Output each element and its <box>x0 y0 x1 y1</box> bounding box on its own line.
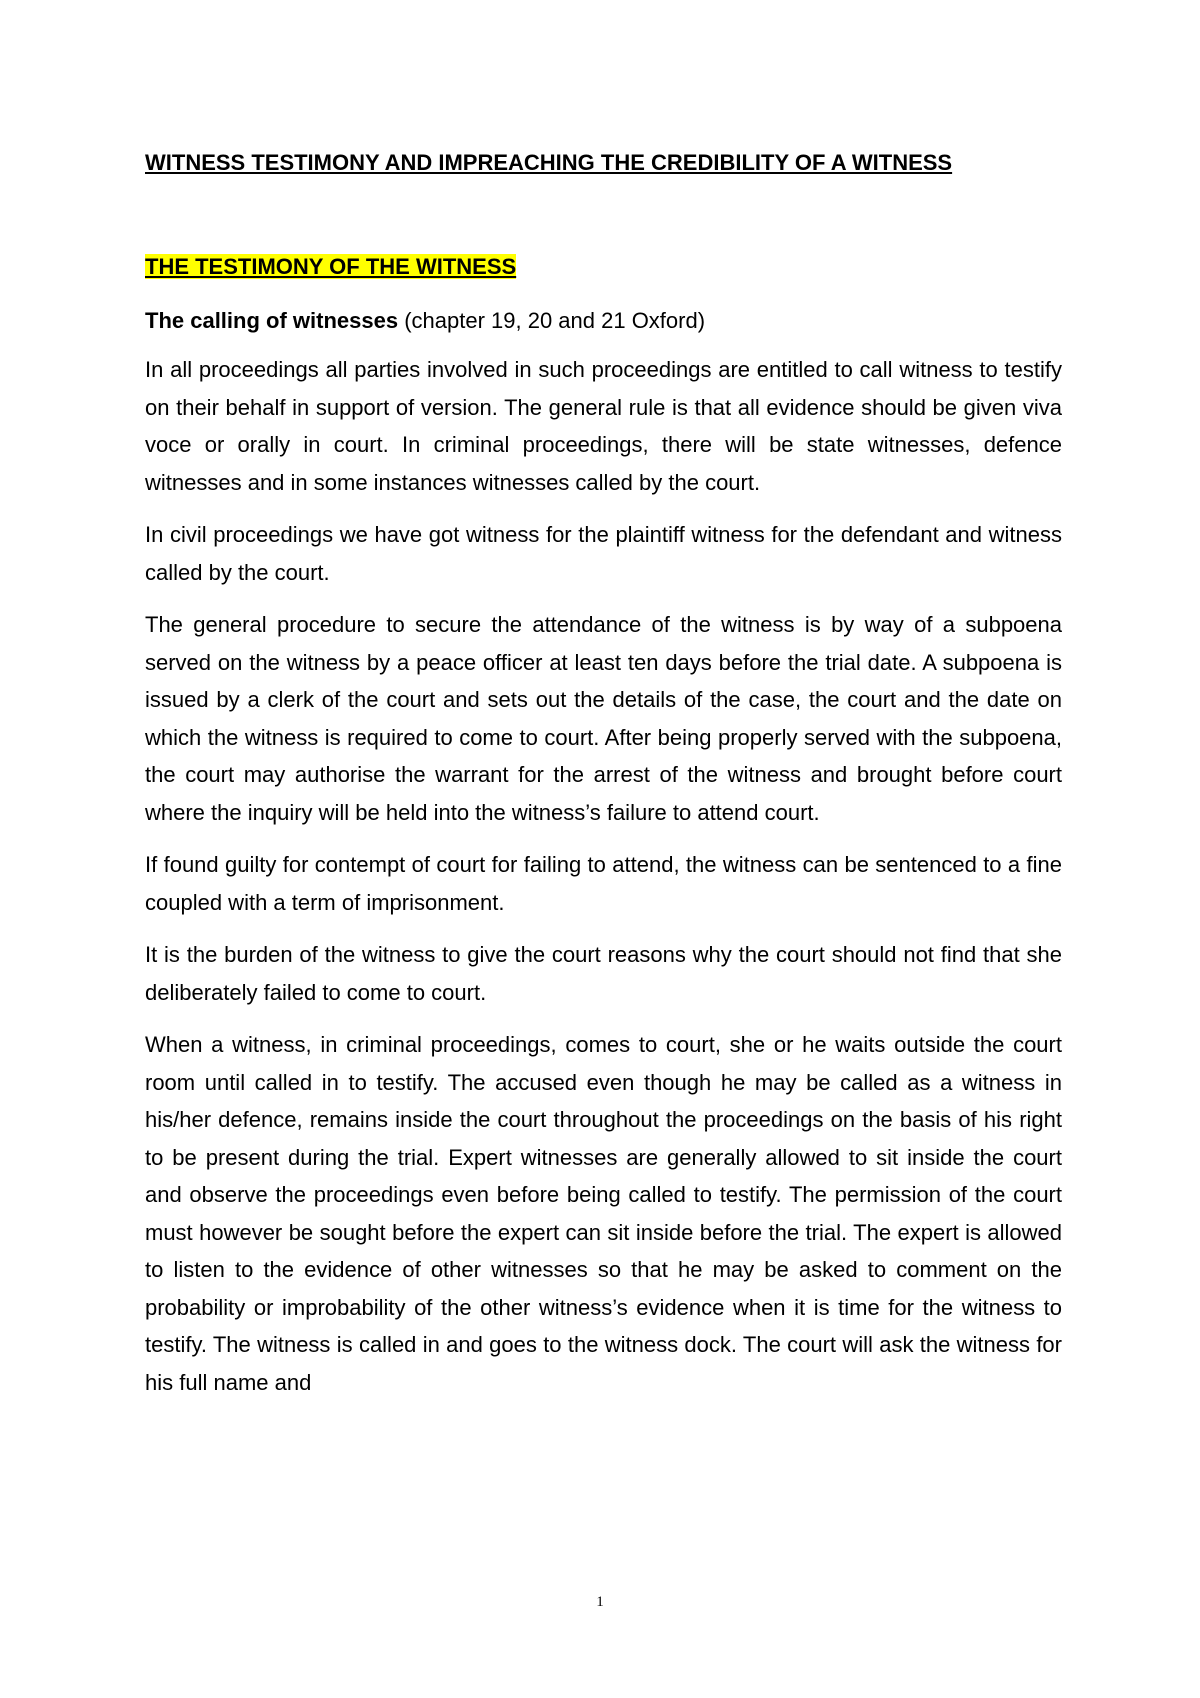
paragraph: In all proceedings all parties involved in such proceedings are entitled to call witness to testify on their behalf in support of version. The general rule is that all evidence should be given viva voce or orally in court. In criminal proceedings, there will be state witnesses, defence witnesses and in some instances witnesses called by the court. <box>145 357 1062 495</box>
paragraph: It is the burden of the witness to give the court reasons why the court should not find that she deliberately failed to come to court. <box>145 942 1062 1005</box>
paragraph: If found guilty for contempt of court for failing to attend, the witness can be sentenced to a fine coupled with a term of imprisonment. <box>145 852 1062 915</box>
page-content <box>145 148 1062 1416</box>
section-heading-text: THE TESTIMONY OF THE WITNESS <box>145 254 517 279</box>
paragraph: In civil proceedings we have got witness for the plaintiff witness for the defendant and witness called by the court. <box>145 522 1062 585</box>
document-title: WITNESS TESTIMONY AND IMPREACHING THE CREDIBILITY OF A WITNESS <box>145 150 953 175</box>
section-heading <box>145 252 1062 282</box>
subheading <box>145 302 1062 339</box>
paragraph: The general procedure to secure the attendance of the witness is by way of a subpoena served on the witness by a peace officer at least ten days before the trial date. A subpoena is issued by a clerk of the court and sets out the details of the case, the court and the date on which the witness is required to come to court. After being properly served with the subpoena, the court may authorise the warrant for the arrest of the witness and brought before court where the inquiry will be held into the witness’s failure to attend court. <box>145 612 1062 825</box>
subheading-bold: The calling of witnesses <box>145 308 399 333</box>
paragraph: When a witness, in criminal proceedings, comes to court, she or he waits outside the court room until called in to testify. The accused even though he may be called as a witness in his/her defence, remains inside the court throughout the proceedings on the basis of his right to be present during the trial. Expert witnesses are generally allowed to sit inside the court and observe the proceedings even before being called to testify. The permission of the court must however be sought before the expert can sit inside before the trial. The expert is allowed to listen to the evidence of other witnesses so that he may be asked to comment on the probability or improbability of the other witness’s evidence when it is time for the witness to testify. The witness is called in and goes to the witness dock. The court will ask the witness for his full name and <box>145 1032 1062 1395</box>
page-number: 1 <box>596 1594 604 1610</box>
subheading-rest: (chapter 19, 20 and 21 Oxford) <box>398 308 706 333</box>
